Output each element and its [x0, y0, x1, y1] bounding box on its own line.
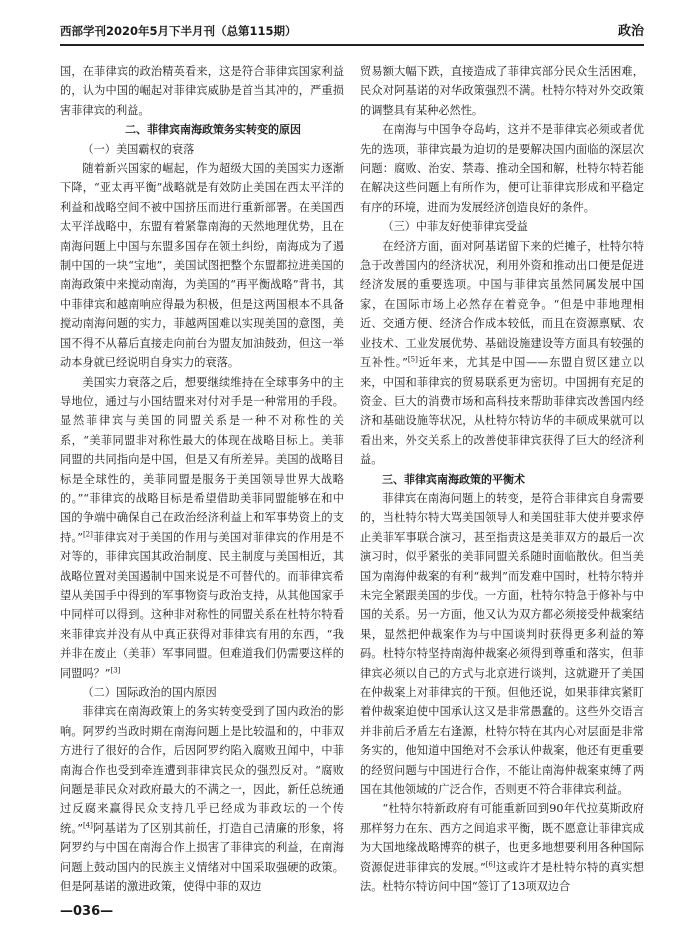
journal-title: 西部学刊2020年5月下半月刊（总第115期）: [60, 24, 297, 38]
paragraph-continued: 贸易额大幅下跌，直接造成了菲律宾部分民众生活困难，民众对阿基诺的对华政策强烈不满。杜特尔特对外交政策的调整具有某种必然性。: [360, 65, 644, 117]
paragraph: 菲律宾在南海问题上的转变，是符合菲律宾自身需要的，当杜特尔特大骂美国领导人和美国驻菲大使并要求停止美菲军事联合演习，甚至指责这是美菲双方的最后一次演习时，似乎紧张的美菲同盟关系随时面临散伙。但当美国为南海仲裁案的有利“裁判”而发难中国时，杜特尔特并未完全紧跟美国的步伐。一方面，杜特尔特急于修补与中国的关系。另一方面，他又认为双方都必须接受仲裁案结果，显然把仲裁案作为与中国谈判时获得更多利益的筹码。杜特尔特坚持南海仲裁案必须得到尊重和落实，但菲律宾必须以自己的方式与北京进行谈判，这就避开了美国在仲裁案上对菲律宾的干预。但他还说，如果菲律宾紧盯着仲裁案迫使中国承认这又是非常愚蠢的。这些外交语言并非前后矛盾左右逢源，杜特尔特在其内心对层面是非常务实的，他知道中国绝对不会承认仲裁案，他还有更重要的经贸问题与中国进行合作，不能让南海仲裁案束缚了两国在其他领域的广泛合作，否则更不符合菲律宾利益。: [360, 491, 644, 797]
left-column: [60, 62, 344, 897]
section-heading: 三、菲律宾南海政策的平衡术: [382, 472, 525, 486]
right-column: [360, 62, 644, 897]
subsection-heading: （二）国际政治的国内原因: [82, 686, 217, 699]
paragraph: 美国实力衰落之后，想要继续维持在全球事务中的主导地位，通过与小国结盟来对付对手是一种常用的手段。显然菲律宾与美国的同盟关系是一种不对称性的关系，“美菲同盟非对称性最大的体现在战略目标上。美菲同盟的共同指向是中国，但是又有所差异。美国的战略目标是全球性的，美菲同盟是服务于美国领导世界大战略的。”“菲律宾的战略目标是希望借助美菲同盟能够在和中国的争端中确保自己在政治经济利益上和军事势资上的支持。”[2]菲律宾对于美国的作用与美国对菲律宾的作用是不对等的，菲律宾国其政治制度、民主制度与美国相近，其战略位置对美国遏制中国来说是不可替代的。而菲律宾希望从美国手中得到的军事物资与政治支持，从其他国家手中同样可以得到。这种非对称性的同盟关系在杜特尔特看来菲律宾并没有从中真正获得对菲律宾有用的东西，“我并非在废止（美菲）军事同盟。但难道我们仍需要这样的同盟吗？”[3]: [60, 375, 344, 680]
paragraph: 菲律宾在南海政策上的务实转变受到了国内政治的影响。阿罗约当政时期在南海问题上是比较温和的，中菲双方进行了很好的合作，后因阿罗约陷入腐败丑闻中，中菲南海合作也受到牵连遭到菲律宾民众的强烈反对。“腐败问题是菲民众对政府最大的不满之一，因此，新任总统通过反腐来赢得民众支持几乎已经成为菲政坛的一个传统。”[4]阿基诺为了区别其前任，打造自己清廉的形象，将阿罗约与中国在南海合作上损害了菲律宾的利益，在南海问题上鼓动国内的民族主义情绪对中国采取强硬的政策。但是阿基诺的激进政策，使得中菲的双边: [60, 705, 344, 894]
section-heading: 二、菲律宾南海政策务实转变的原因: [125, 123, 301, 137]
section-label: 政治: [617, 24, 644, 39]
subsection-heading: （一）美国霸权的衰落: [82, 142, 195, 156]
paragraph: 在经济方面，面对阿基诺留下来的烂摊子，杜特尔特急于改善国内的经济状况，利用外资和推动出口便是促进经济发展的重要选项。中国与菲律宾虽然同属发展中国家，在国际市场上必然存在着竞争。“但是中菲地理相近、交通方便、经济合作成本较低，而且在资源禀赋、农业技术、工业发展优势、基础设施建设等方面具有较强的互补性。”[5]近年来，尤其是中国——东盟自贸区建立以来，中国和菲律宾的贸易联系更为密切。中国拥有充足的资金、巨大的消费市场和高科技来帮助菲律宾改善国内经济和基础设施等状况，从杜特尔特访华的丰硕成果就可以看出来，外交关系上的改善使菲律宾获得了巨大的经济利益。: [360, 239, 644, 467]
page-number: —036—: [60, 904, 114, 919]
subsection-heading: （三）中菲友好使菲律宾受益: [382, 220, 528, 234]
paragraph-continued: 国，在菲律宾的政治精英看来，这是符合菲律宾国家利益的，认为中国的崛起对菲律宾威胁是首当其冲的，严重损害菲律宾的利益。: [60, 65, 344, 117]
paragraph: 随着新兴国家的崛起，作为超级大国的美国实力逐渐下降，“亚太再平衡”战略就是有效防止美国在西太平洋的利益和战略空间不被中国挤压而进行重新部署。在美国西太平洋战略中，东盟有着紧靠南海的天然地理优势，且在南海问题上中国与东盟多国存在领土纠纷，南海成为了遏制中国的一块“宝地”，美国试图把整个东盟都拉进美国的南海政策中来搅动南海，为美国的“再平衡战略”背书，其中菲律宾和越南响应得最为积极，但是这两国根本不具备搅动南海问题的实力，菲越两国难以实现美国的意图，美国不得不从幕后直接走向前台为盟友加油鼓劲，但这一举动本身就已经说明自身实力的衰落。: [60, 162, 344, 370]
page-header: [60, 14, 644, 46]
paragraph: 在南海与中国争夺岛屿，这并不是菲律宾必须或者优先的选项，菲律宾最为迫切的是要解决国内面临的深层次问题：腐败、治安、禁毒、推动全国和解，杜特尔特若能在解决这些问题上有所作为，便可让菲律宾形成和平稳定有序的环境，进而为发展经济创造良好的条件。: [360, 123, 644, 214]
paragraph: “杜特尔特新政府有可能重新回到90年代拉莫斯政府那样努力在东、西方之间追求平衡，既不愿意让菲律宾成为大国地缘战略博弈的棋子，也更多地想要利用各种国际资源促进菲律宾的发展。”[6]这或许才是杜特尔特的真实想法。杜特尔特访问中国“签订了13项双边合: [360, 802, 644, 894]
